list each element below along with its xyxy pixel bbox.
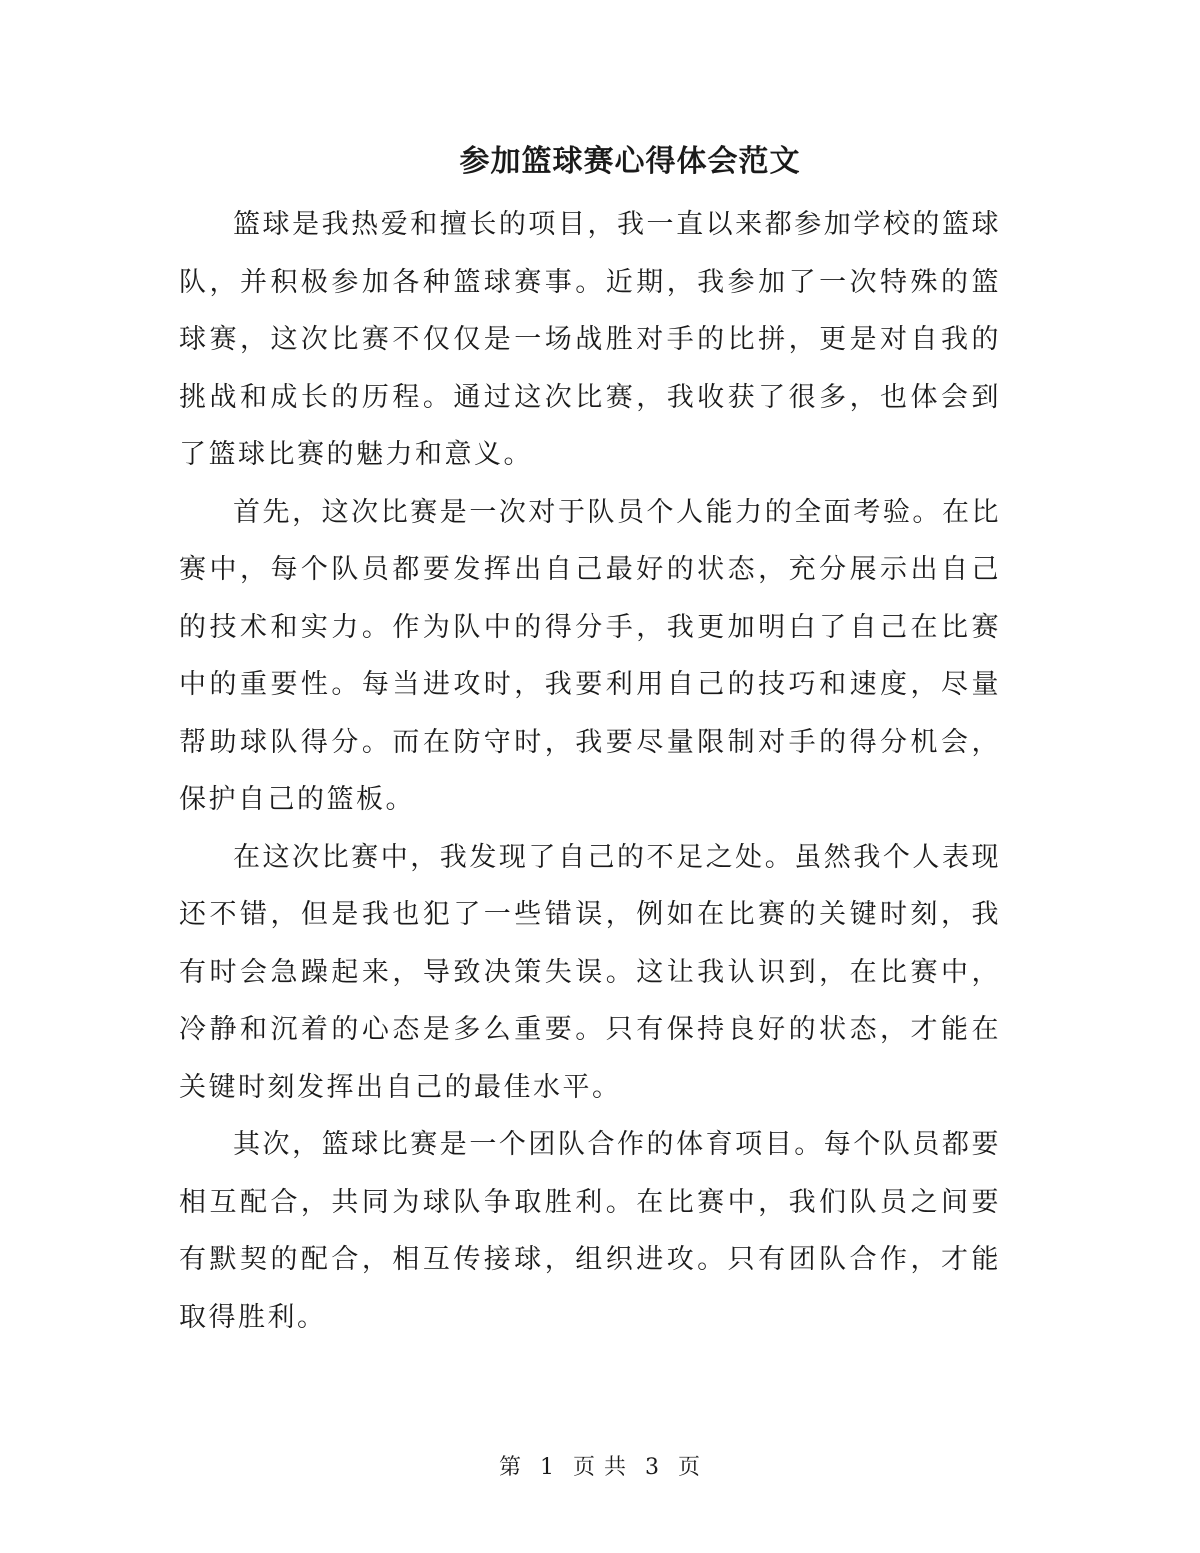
footer-total-pages: 3: [645, 1455, 660, 1480]
footer-suffix: 页: [678, 1455, 702, 1480]
footer-prefix: 第: [498, 1455, 522, 1480]
paragraph-1: 篮球是我热爱和擅长的项目，我一直以来都参加学校的篮球队，并积极参加各种篮球赛事。近期，我参加了一次特殊的篮球赛，这次比赛不仅仅是一场战胜对手的比拼，更是对自我的挑战和成长的历程。通过这次比赛，我收获了很多，也体会到了篮球比赛的魅力和意义。: [179, 209, 1001, 470]
document-body: [179, 196, 1001, 1346]
page-footer: [0, 1452, 1200, 1484]
footer-current-page: 1: [540, 1455, 555, 1480]
paragraph-3: 在这次比赛中，我发现了自己的不足之处。虽然我个人表现还不错，但是我也犯了一些错误，例如在比赛的关键时刻，我有时会急躁起来，导致决策失误。这让我认识到，在比赛中，冷静和沉着的心态是多么重要。只有保持良好的状态，才能在关键时刻发挥出自己的最佳水平。: [179, 841, 1001, 1103]
footer-middle: 页 共: [573, 1455, 627, 1480]
page-title: 参加篮球赛心得体会范文: [459, 144, 801, 179]
paragraph-4: 其次，篮球比赛是一个团队合作的体育项目。每个队员都要相互配合，共同为球队争取胜利。在比赛中，我们队员之间要有默契的配合，相互传接球，组织进攻。只有团队合作，才能取得胜利。: [179, 1129, 1001, 1333]
paragraph-2: 首先，这次比赛是一次对于队员个人能力的全面考验。在比赛中，每个队员都要发挥出自己最好的状态，充分展示出自己的技术和实力。作为队中的得分手，我更加明白了自己在比赛中的重要性。每当进攻时，我要利用自己的技巧和速度，尽量帮助球队得分。而在防守时，我要尽量限制对手的得分机会，保护自己的篮板。: [179, 496, 1001, 815]
